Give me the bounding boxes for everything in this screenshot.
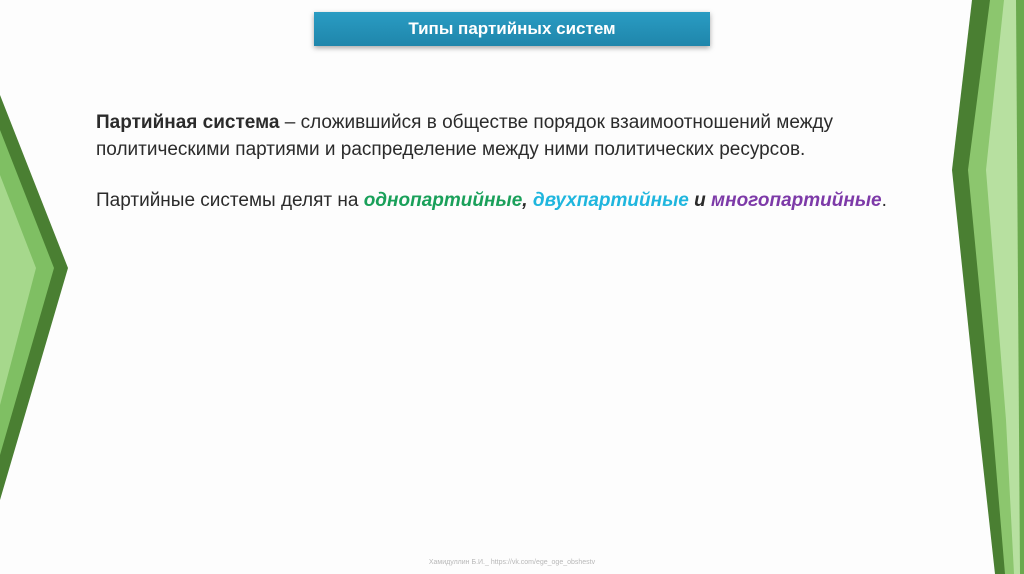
types-paragraph <box>96 187 896 214</box>
types-comma: , <box>522 190 533 211</box>
slide-title: Типы партийных систем <box>408 19 616 38</box>
slide-body <box>96 109 896 214</box>
multi-party-term: многопартийные <box>711 190 882 211</box>
definition-paragraph <box>96 109 896 163</box>
one-party-term: однопартийные <box>363 190 523 211</box>
definition-term: Партийная система <box>96 112 280 133</box>
types-end: . <box>881 190 887 211</box>
definition-rest-line1: – сложившийся в обществе порядок взаимоотношений между <box>279 112 834 133</box>
definition-line2: политическими партиями и распределение между ними политических ресурсов. <box>96 139 806 160</box>
types-prefix: Партийные системы делят на <box>96 190 364 211</box>
two-party-term: двухпартийные <box>532 190 689 211</box>
types-conjunction: и <box>688 190 712 211</box>
title-bar <box>314 12 710 46</box>
footer-credit: Хамидуллин Б.И._ https://vk.com/ege_oge_obshestv <box>428 559 596 566</box>
